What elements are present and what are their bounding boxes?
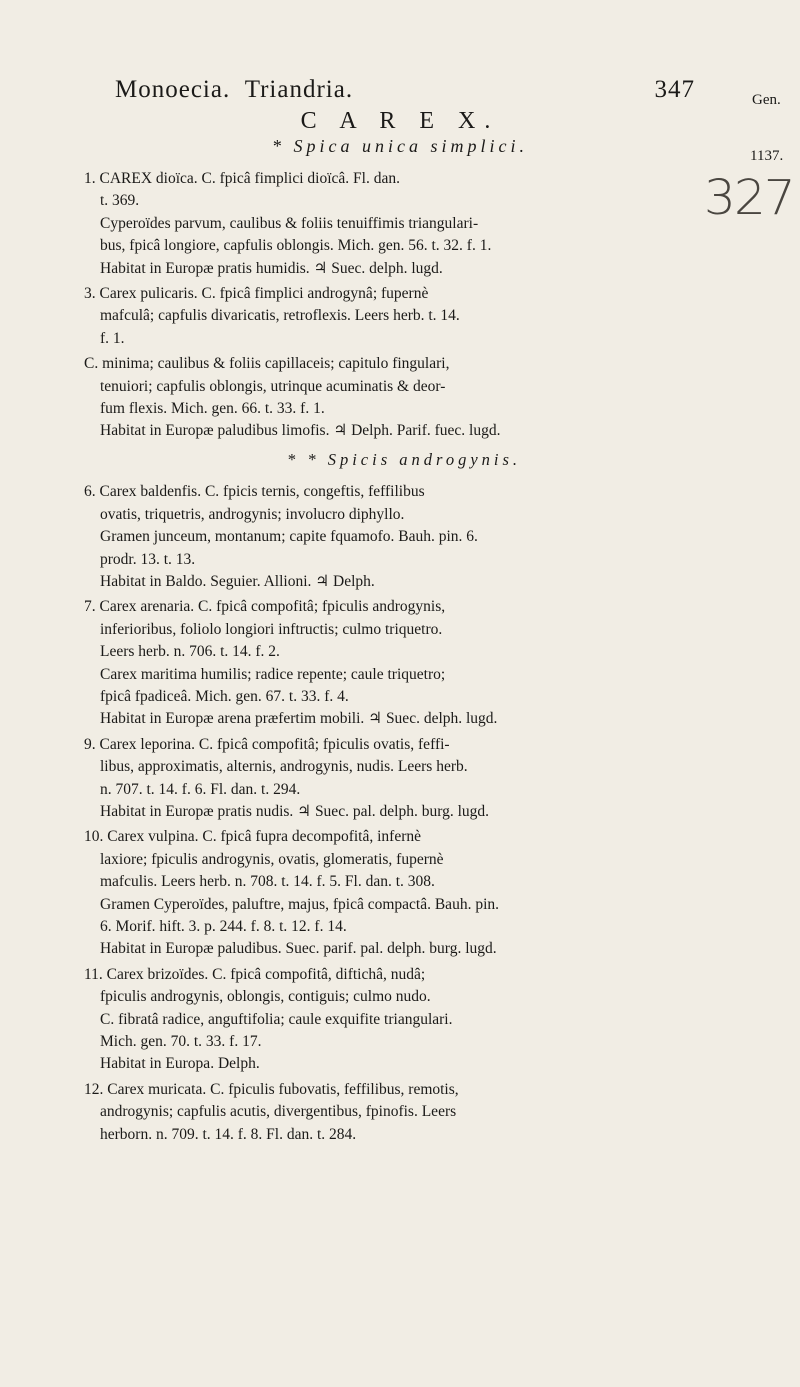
species-entry	[84, 964, 724, 1076]
entry-line: laxiore; fpiculis androgynis, ovatis, glomeratis, fupernè	[100, 850, 444, 868]
margin-gen-label: Gen.	[752, 92, 781, 108]
entry-line: ovatis, triquetris, androgynis; involucro diphyllo.	[100, 505, 405, 523]
entry-line: bus, fpicâ longiore, capfulis oblongis. Mich. gen. 56. t. 32. f. 1.	[100, 237, 492, 255]
entry-line: 10. Carex vulpina. C. fpicâ fupra decompofitâ, infernè	[84, 828, 422, 846]
entry-line: 1. CAREX dioïca. C. fpicâ fimplici dioïcâ. Fl. dan.	[84, 170, 400, 187]
entry-line: Habitat in Baldo. Seguier. Allioni. ♃ Delph.	[100, 572, 375, 590]
entry-line: Habitat in Europa. Delph.	[100, 1055, 260, 1073]
species-entry	[84, 168, 724, 280]
page-number: 347	[654, 76, 695, 103]
genus-title: C A R E X.	[300, 108, 500, 134]
entry-line: 7. Carex arenaria. C. fpicâ compofitâ; fpiculis androgynis,	[84, 598, 446, 616]
entry-line: fpiculis androgynis, oblongis, contiguis; culmo nudo.	[100, 988, 431, 1006]
entry-line: 9. Carex leporina. C. fpicâ compofitâ; fpiculis ovatis, feffi-	[84, 735, 450, 753]
species-entry	[84, 1079, 724, 1146]
margin-genus-number: 1137.	[750, 148, 784, 164]
running-head-right: Triandria.	[244, 76, 354, 103]
species-entry	[84, 481, 724, 593]
entry-line: C. fibratâ radice, anguftifolia; caule exquifite triangulari.	[100, 1010, 453, 1028]
entry-line: libus, approximatis, alternis, androgynis, nudis. Leers herb.	[100, 758, 468, 776]
entry-line: 6. Morif. hift. 3. p. 244. f. 8. t. 12. f. 14.	[100, 918, 347, 935]
section-heading-1: * Spica unica simplici.	[272, 136, 528, 156]
entry-line: 6. Carex baldenfis. C. fpicis ternis, congeftis, feffilibus	[84, 483, 425, 501]
entry-line: Gramen junceum, montanum; capite fquamofo. Bauh. pin. 6.	[100, 528, 478, 546]
entry-line: Cyperoïdes parvum, caulibus & foliis tenuiffimis triangulari-	[100, 214, 479, 232]
entry-line: 12. Carex muricata. C. fpiculis fubovatis, feffilibus, remotis,	[84, 1080, 459, 1098]
species-entry	[84, 596, 724, 730]
species-entry	[84, 734, 724, 824]
entry-line: tenuiori; capfulis oblongis, utrinque acuminatis & deor-	[100, 377, 446, 395]
entry-line: prodr. 13. t. 13.	[100, 550, 196, 568]
entry-line: fum flexis. Mich. gen. 66. t. 33. f. 1.	[100, 400, 325, 418]
entry-line: herborn. n. 709. t. 14. f. 8. Fl. dan. t. 284.	[100, 1125, 357, 1143]
entry-line: Habitat in Europæ pratis humidis. ♃ Suec. delph. lugd.	[100, 259, 443, 277]
entry-line: C. minima; caulibus & foliis capillaceis; capitulo fingulari,	[84, 355, 450, 373]
entry-line: f. 1.	[100, 329, 125, 347]
entry-line: 3. Carex pulicaris. C. fpicâ fimplici androgynâ; fupernè	[84, 285, 429, 303]
entry-line: Mich. gen. 70. t. 33. f. 17.	[100, 1033, 262, 1051]
species-entry	[84, 826, 724, 960]
handwritten-number: 327	[703, 170, 794, 226]
species-entry	[84, 353, 724, 443]
running-head	[115, 76, 695, 104]
entry-line: Leers herb. n. 706. t. 14. f. 2.	[100, 643, 280, 661]
entry-line: Habitat in Europæ paludibus limofis. ♃ Delph. Parif. fuec. lugd.	[100, 422, 501, 440]
entry-line: androgynis; capfulis acutis, divergentibus, fpinofis. Leers	[100, 1103, 457, 1121]
entries	[84, 168, 724, 1149]
entry-line: t. 369.	[100, 192, 140, 210]
entry-line: mafculâ; capfulis divaricatis, retroflexis. Leers herb. t. 14.	[100, 307, 460, 325]
section-heading-2: * * Spicis androgynis.	[286, 449, 522, 469]
entry-line: inferioribus, foliolo longiori inftructis; culmo triquetro.	[100, 620, 443, 638]
species-entry	[84, 283, 724, 350]
entry-line: mafculis. Leers herb. n. 708. t. 14. f. 5. Fl. dan. t. 308.	[100, 873, 435, 891]
running-head-left: Monoecia.	[115, 76, 231, 103]
entry-line: Habitat in Europæ arena præfertim mobili. ♃ Suec. delph. lugd.	[100, 710, 498, 728]
entry-line: n. 707. t. 14. f. 6. Fl. dan. t. 294.	[100, 780, 301, 798]
entry-line: Habitat in Europæ pratis nudis. ♃ Suec. pal. delph. burg. lugd.	[100, 802, 490, 820]
entry-line: 11. Carex brizoïdes. C. fpicâ compofitâ, diftichâ, nudâ;	[84, 965, 426, 983]
entry-line: Gramen Cyperoïdes, paluftre, majus, fpicâ compactâ. Bauh. pin.	[100, 895, 499, 913]
entry-line: fpicâ fpadiceâ. Mich. gen. 67. t. 33. f. 4.	[100, 687, 349, 705]
entry-line: Carex maritima humilis; radice repente; caule triquetro;	[100, 665, 446, 683]
entry-line: Habitat in Europæ paludibus. Suec. parif. pal. delph. burg. lugd.	[100, 940, 497, 958]
